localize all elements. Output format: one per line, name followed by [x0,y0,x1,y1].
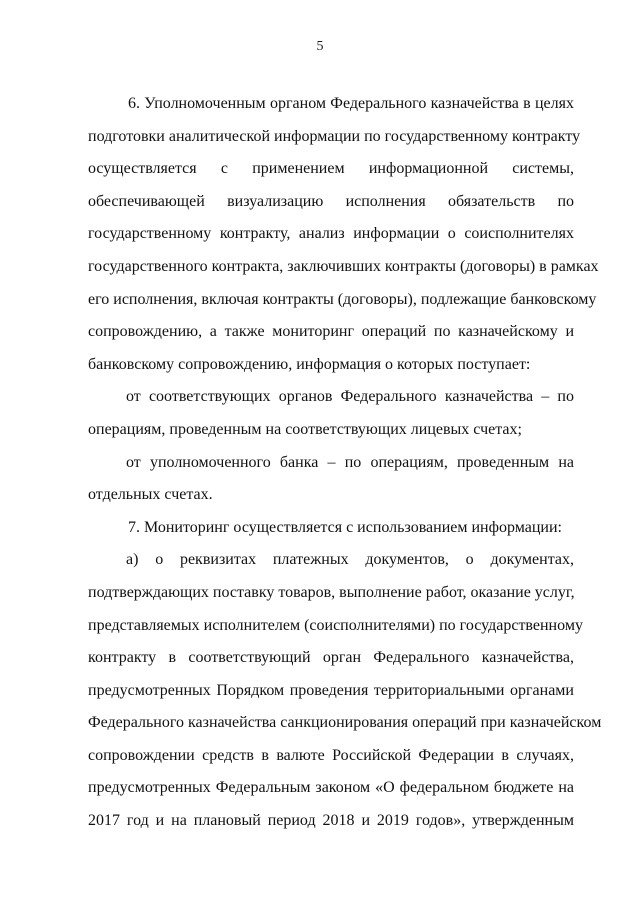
item-a-line-3: представляемых исполнителем (соисполнителями) по государственному [88,616,583,634]
sub-item-treasury-line-1: от соответствующих органов Федерального казначейства – по [126,388,574,406]
sub-item-bank-line-1: от уполномоченного банка – по операциям, проведенным на [126,453,574,471]
paragraph-6-line-6: государственного контракта, заключивших контракты (договоры) в рамках [88,257,599,275]
sub-item-treasury-line-2: операциям, проведенным на соответствующих лицевых счетах; [88,420,522,438]
paragraph-6-line-7: его исполнения, включая контракты (договоры), подлежащие банковскому [88,290,597,308]
page-number: 5 [316,39,324,54]
item-a-line-5: предусмотренных Порядком проведения территориальными органами [88,681,574,699]
paragraph-6-line-4: обеспечивающей визуализацию исполнения обязательств по [88,192,574,210]
sub-item-bank-line-2: отдельных счетах. [88,486,213,504]
item-a-line-4: контракту в соответствующий орган Федерального казначейства, [88,649,574,667]
paragraph-6-line-5: государственному контракту, анализ информации о соисполнителях [88,225,574,243]
paragraph-7-line-1: 7. Мониторинг осуществляется с использованием информации: [128,518,562,536]
paragraph-6-line-8: сопровождению, а также мониторинг операций по казначейскому и [88,323,574,341]
item-a-line-7: сопровождении средств в валюте Российской Федерации в случаях, [88,746,574,764]
paragraph-6-line-2: подготовки аналитической информации по государственному контракту [88,127,581,145]
document-body [88,88,602,838]
paragraph-6-line-3: осуществляется с применением информационной системы, [88,160,574,178]
item-a-line-8: предусмотренных Федеральным законом «О федеральном бюджете на [88,779,574,797]
item-a-line-2: подтверждающих поставку товаров, выполнение работ, оказание услуг, [88,583,575,601]
paragraph-6-line-9: банковскому сопровождению, информация о которых поступает: [88,355,531,373]
item-a-line-9: 2017 год и на плановый период 2018 и 2019 годов», утвержденным [88,812,574,830]
item-a-line-6: Федерального казначейства санкционирования операций при казначейском [88,714,602,732]
paragraph-6-line-1: 6. Уполномоченным органом Федерального казначейства в целях [128,95,574,112]
item-a-line-1: а) о реквизитах платежных документов, о документах, [126,551,574,569]
